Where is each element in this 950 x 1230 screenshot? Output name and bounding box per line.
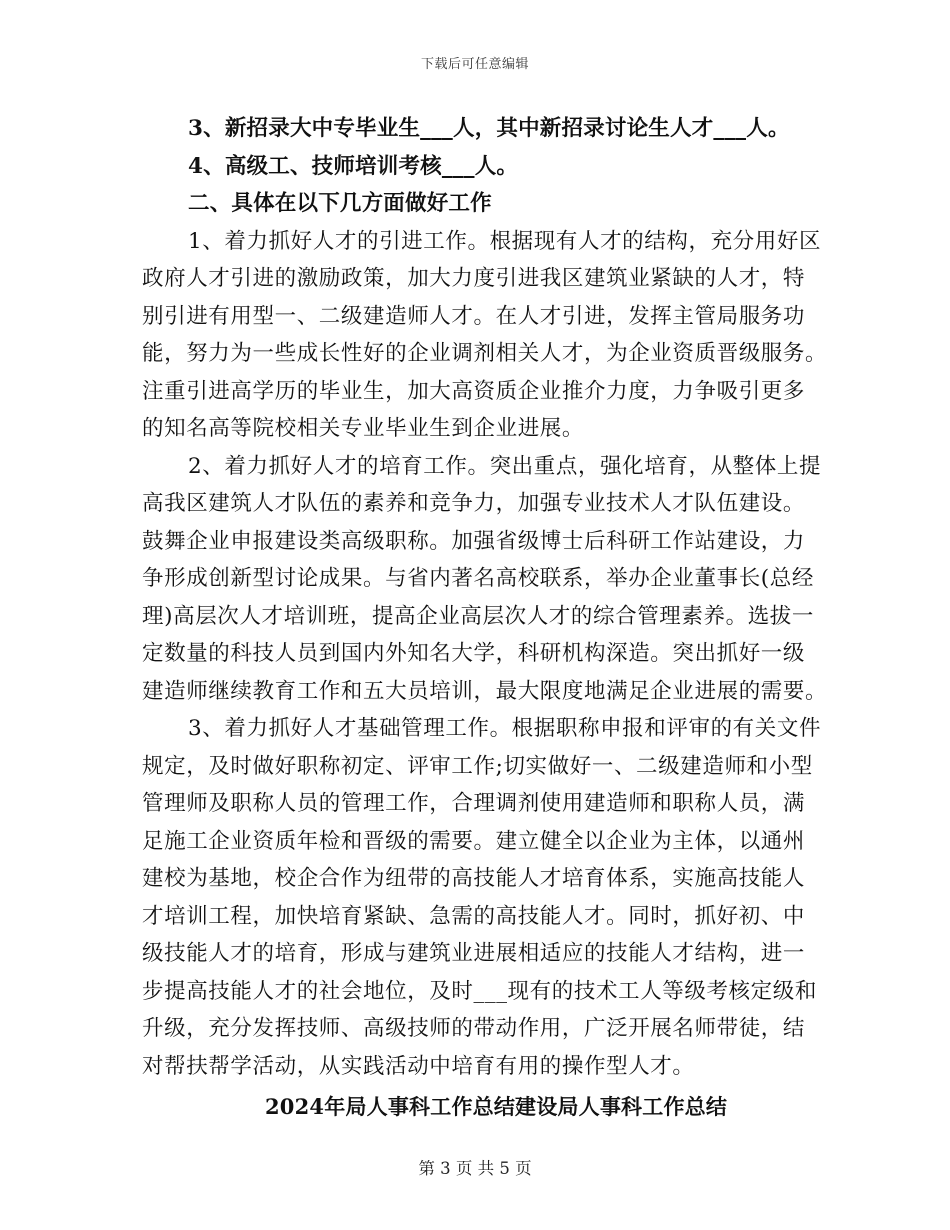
paragraph-2-line: 建造师继续教育工作和五大员培训，最大限度地满足企业进展的需要。 xyxy=(142,678,828,704)
paragraph-1-line: 1、着力抓好人才的引进工作。根据现有人才的结构，充分用好区 xyxy=(188,228,822,254)
document-body xyxy=(142,110,828,1126)
paragraph-3-line: 规定，及时做好职称初定、评审工作;切实做好一、二级建造师和小型 xyxy=(142,753,813,779)
target-item-4: 4、高级工、技师培训考核___人。 xyxy=(188,153,519,179)
paragraph-2-line: 争形成创新型讨论成果。与省内著名高校联系，举办企业董事长(总经 xyxy=(142,566,814,591)
paragraph-2-line: 理)高层次人才培训班，提高企业高层次人才的综合管理素养。选拔一 xyxy=(142,603,814,629)
paragraph-1-line: 政府人才引进的激励政策，加大力度引进我区建筑业紧缺的人才，特 xyxy=(142,266,806,291)
section-heading-2: 二、具体在以下几方面做好工作 xyxy=(188,191,492,216)
paragraph-2-line: 定数量的科技人员到国内外知名大学，科研机构深造。突出抓好一级 xyxy=(142,641,806,666)
paragraph-3-line: 级技能人才的培育，形成与建筑业进展相适应的技能人才结构，进一 xyxy=(142,941,806,966)
target-item-3: 3、新招录大中专毕业生___人，其中新招录讨论生人才___人。 xyxy=(188,116,790,141)
paragraph-3-line: 对帮扶帮学活动，从实践活动中培育有用的操作型人才。 xyxy=(142,1053,695,1079)
paragraph-1-line: 别引进有用型一、二级建造师人才。在人才引进，发挥主管局服务功 xyxy=(142,303,806,329)
paragraph-3-line: 才培训工程，加快培育紧缺、急需的高技能人才。同时，抓好初、中 xyxy=(142,903,806,929)
paragraph-2-line: 高我区建筑人才队伍的素养和竞争力，加强专业技术人才队伍建设。 xyxy=(142,491,806,516)
paragraph-2-line: 2、着力抓好人才的培育工作。突出重点，强化培育，从整体上提 xyxy=(188,453,822,479)
document-section-title: 2024年局人事科工作总结建设局人事科工作总结 xyxy=(265,1094,728,1119)
paragraph-3-line: 足施工企业资质年检和晋级的需要。建立健全以企业为主体，以通州 xyxy=(142,828,806,854)
paragraph-2-line: 鼓舞企业申报建设类高级职称。加强省级博士后科研工作站建设，力 xyxy=(142,528,806,554)
paragraph-3-line: 步提高技能人才的社会地位，及时___现有的技术工人等级考核定级和 xyxy=(142,978,817,1004)
paragraph-3-line: 升级，充分发挥技师、高级技师的带动作用，广泛开展名师带徒，结 xyxy=(142,1016,806,1041)
page-number: 第 3 页 共 5 页 xyxy=(418,1159,532,1178)
paragraph-3-line: 建校为基地，校企合作为纽带的高技能人才培育体系，实施高技能人 xyxy=(142,866,806,891)
paragraph-1-line: 的知名高等院校相关专业毕业生到企业进展。 xyxy=(142,416,585,441)
paragraph-3-line: 管理师及职称人员的管理工作，合理调剂使用建造师和职称人员，满 xyxy=(142,791,806,816)
paragraph-1-line: 能，努力为一些成长性好的企业调剂相关人才，为企业资质晋级服务。 xyxy=(142,341,828,366)
page-header-note: 下载后可任意编辑 xyxy=(420,57,529,72)
paragraph-3-line: 3、着力抓好人才基础管理工作。根据职称申报和评审的有关文件 xyxy=(188,716,822,741)
paragraph-1-line: 注重引进高学历的毕业生，加大高资质企业推介力度，力争吸引更多 xyxy=(142,378,806,404)
